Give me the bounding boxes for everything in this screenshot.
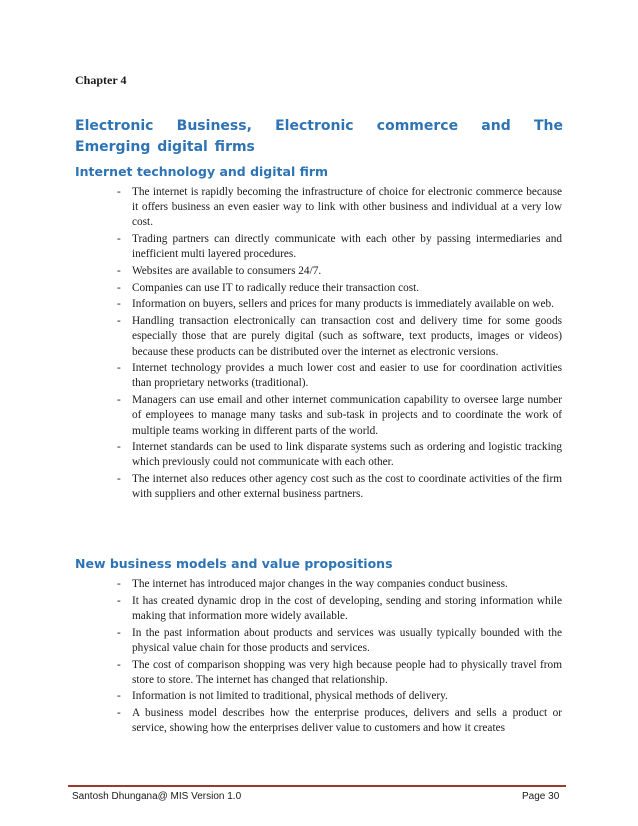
bullet-dash: - [117, 578, 121, 590]
list-item [117, 658, 562, 688]
list-item-text: Internet technology provides a much lower cost and easier to use for coordination activities than proprietary networks (traditional). [132, 362, 562, 390]
bullet-dash: - [117, 315, 121, 328]
bullet-dash: - [117, 707, 121, 720]
bullet-dash: - [117, 233, 121, 246]
bullet-dash: - [117, 281, 121, 294]
list-item [117, 472, 562, 502]
section-new-business-models [0, 556, 638, 738]
list-item-text: Companies can use IT to radically reduce their transaction cost. [132, 281, 420, 294]
chapter-title: Electronic Business, Electronic commerce and The Emerging digital firms [75, 118, 563, 155]
bullet-dash: - [117, 690, 121, 703]
page-number: Page 30 [522, 791, 560, 802]
footer-author: Santosh Dhungana@ MIS Version 1.0 [72, 791, 242, 802]
list-item [117, 281, 562, 296]
bullet-list [0, 185, 638, 503]
section-heading: New business models and value propositions [75, 556, 393, 571]
footer-divider [68, 785, 566, 787]
list-item [117, 440, 562, 470]
list-item [117, 689, 562, 704]
list-item [117, 393, 562, 439]
list-item [117, 264, 562, 279]
chapter-label: Chapter 4 [75, 73, 127, 87]
list-item [117, 626, 562, 656]
bullet-dash: - [117, 265, 121, 278]
bullet-dash: - [117, 186, 121, 198]
bullet-dash: - [117, 473, 121, 486]
list-item-text: Handling transaction electronically can transaction cost and delivery time for some goods especially those that are purely digital (such as software, text products, images or videos) because these products can be distributed over the internet as electronic versions. [132, 315, 562, 358]
section-heading: Internet technology and digital firm [75, 164, 329, 179]
list-item [117, 577, 562, 592]
bullet-dash: - [117, 594, 121, 607]
list-item [117, 706, 562, 736]
bullet-dash: - [117, 441, 121, 454]
bullet-dash: - [117, 658, 121, 671]
bullet-dash: - [117, 362, 121, 375]
list-item-text: The internet also reduces other agency cost such as the cost to coordinate activities of the firm with suppliers and other external business partners. [132, 473, 562, 501]
list-item [117, 232, 562, 262]
list-item-text: Websites are available to consumers 24/7. [132, 265, 322, 278]
list-item-text: A business model describes how the enterprise produces, delivers and sells a product or service, showing how the enterprises deliver value to customers and how it creates [132, 707, 562, 735]
list-item-text: Trading partners can directly communicate with each other by passing intermediaries and inefficient multi layered procedures. [132, 233, 562, 261]
list-item-text: The cost of comparison shopping was very high because people had to physically travel from store to store. The internet has changed that relationship. [132, 658, 562, 686]
list-item [117, 594, 562, 624]
bullet-dash: - [117, 298, 121, 311]
list-item [117, 361, 562, 391]
list-item-text: In the past information about products and services was usually typically bounded with the physical value chain for those products and services. [132, 626, 562, 654]
bullet-list [0, 577, 638, 737]
list-item-text: The internet has introduced major changes in the way companies conduct business. [132, 578, 508, 590]
list-item-text: It has created dynamic drop in the cost of developing, sending and storing information while making that information more widely available. [132, 594, 562, 622]
section-internet-technology [0, 164, 638, 504]
list-item [117, 185, 562, 231]
list-item-text: Managers can use email and other internet communication capability to oversee large number of employees to manage many tasks and sub-task in projects and to coordinate the work of multiple teams working in different parts of the world. [132, 394, 562, 437]
list-item-text: Information on buyers, sellers and prices for many products is immediately available on web. [132, 298, 554, 311]
list-item-text: The internet is rapidly becoming the infrastructure of choice for electronic commerce because it offers business an even easier way to link with other business and individual at a very low cost. [132, 186, 562, 229]
bullet-dash: - [117, 626, 121, 639]
list-item [117, 297, 562, 312]
list-item [117, 314, 562, 360]
list-item-text: Information is not limited to traditional, physical methods of delivery. [132, 690, 448, 703]
list-item-text: Internet standards can be used to link disparate systems such as ordering and logistic tracking which previously could not communicate with each other. [132, 441, 562, 469]
bullet-dash: - [117, 394, 121, 407]
